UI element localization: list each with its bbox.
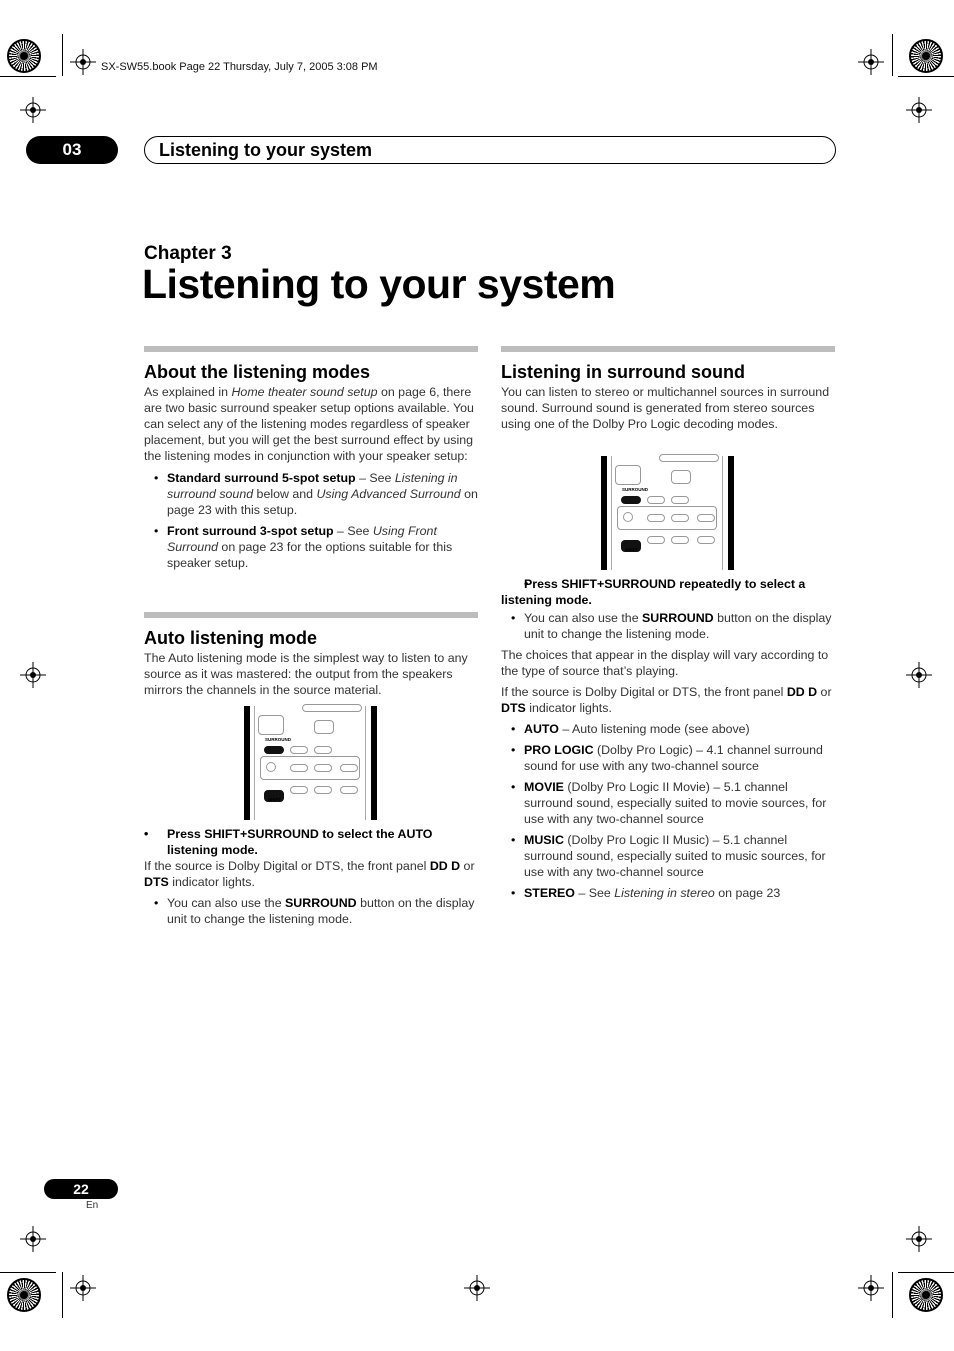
crosshair-mark	[20, 97, 46, 123]
list-item: • You can also use the SURROUND button on the display unit to change the listening mode.	[144, 895, 478, 927]
mode-movie: • MOVIE (Dolby Pro Logic II Movie) – 5.1 channel surround sound, especially suited to movie sources, for use with any two-channel source	[501, 779, 835, 827]
remote-button	[258, 715, 284, 735]
registration-mark-bottom-right	[909, 1278, 943, 1312]
mode-music: • MUSIC (Dolby Pro Logic II Music) – 5.1 channel surround sound, especially suited to music sources, for use with any two-channel source	[501, 832, 835, 880]
remote-button	[647, 536, 665, 544]
section-heading: About the listening modes	[144, 362, 371, 382]
remote-button	[314, 720, 334, 734]
crosshair-mark	[20, 662, 46, 688]
remote-edge	[601, 456, 607, 570]
section-auto-listening-mode	[144, 612, 478, 698]
remote-button	[266, 762, 276, 772]
list-item: • Standard surround 5-spot setup – See Listening in surround sound below and Using Advanced Surround on page 23 with this setup.	[144, 470, 478, 518]
remote-button	[671, 536, 689, 544]
remote-button	[647, 496, 665, 504]
shift-button-label: SHIFT	[625, 547, 638, 552]
remote-button	[290, 746, 308, 754]
remote-control-illustration	[244, 706, 378, 820]
language-code: En	[86, 1200, 99, 1211]
remote-button	[314, 786, 332, 794]
remote-button	[671, 496, 689, 504]
crop-line	[898, 76, 954, 77]
crosshair-mark	[70, 49, 96, 75]
indicator-note: If the source is Dolby Digital or DTS, the front panel DD D or DTS indicator lights.	[501, 685, 832, 715]
about-intro: As explained in Home theater sound setup on page 6, there are two basic surround speaker setup options available. You can select any of the listening modes regardless of speaker placement, but you will get the best surround effect by using the listening modes in conjunction with your speaker setup:	[144, 385, 474, 463]
surround-button	[264, 746, 284, 754]
remote-button	[671, 470, 691, 484]
crop-line	[0, 1272, 56, 1273]
remote-button	[314, 746, 332, 754]
remote-edge	[371, 706, 377, 820]
surround-body: You can listen to stereo or multichannel sources in surround sound. Surround sound is generated from stereo sources using one of the Dolby Pro Logic decoding modes.	[501, 385, 830, 431]
auto-instructions	[144, 826, 478, 927]
list-item: • Front surround 3-spot setup – See Using Front Surround on page 23 for the options suitable for this speaker setup.	[144, 523, 478, 571]
registration-mark-top-left	[7, 39, 41, 73]
registration-mark-bottom-left	[7, 1278, 41, 1312]
shift-button-label: SHIFT	[268, 797, 281, 802]
crop-line	[892, 1272, 893, 1318]
mode-auto: • AUTO – Auto listening mode (see above)	[501, 721, 835, 737]
remote-edge	[728, 456, 734, 570]
crop-line	[62, 1272, 63, 1318]
page-title: Listening to your system	[142, 261, 616, 307]
remote-button	[290, 786, 308, 794]
remote-button	[623, 512, 633, 522]
remote-button	[671, 514, 689, 522]
section-listening-in-surround	[501, 346, 835, 432]
section-rule	[144, 612, 478, 618]
surround-button	[621, 496, 641, 504]
section-about-listening-modes	[144, 346, 478, 571]
instruction-step: • Press SHIFT+SURROUND to select the AUTO listening mode.	[144, 826, 478, 858]
section-heading: Auto listening mode	[144, 628, 317, 648]
choices-note: The choices that appear in the display will vary according to the type of source that’s playing.	[501, 648, 829, 678]
crop-line	[898, 1272, 954, 1273]
section-heading: Listening in surround sound	[501, 362, 745, 382]
remote-button	[290, 764, 308, 772]
remote-button	[697, 536, 715, 544]
list-item: • You can also use the SURROUND button on the display unit to change the listening mode.	[501, 610, 835, 642]
crop-line	[0, 76, 56, 77]
remote-control-illustration	[601, 456, 735, 570]
registration-mark-top-right	[909, 39, 943, 73]
chapter-number-badge: 03	[26, 136, 118, 164]
instruction-step: • Press SHIFT+SURROUND repeatedly to select a listening mode.	[501, 576, 835, 608]
section-rule	[501, 346, 835, 352]
running-header-title: Listening to your system	[144, 136, 836, 164]
remote-button	[659, 454, 719, 462]
remote-edge	[244, 706, 250, 820]
book-file-info: SX-SW55.book Page 22 Thursday, July 7, 2005 3:08 PM	[101, 61, 378, 73]
auto-body: The Auto listening mode is the simplest way to listen to any source as it was mastered: the output from the speakers mirrors the channels in the source material.	[144, 651, 468, 697]
crosshair-mark	[906, 97, 932, 123]
remote-button	[340, 764, 358, 772]
crosshair-mark	[20, 1226, 46, 1252]
crosshair-mark	[858, 49, 884, 75]
remote-button	[615, 465, 641, 485]
remote-button	[647, 514, 665, 522]
section-rule	[144, 346, 478, 352]
page-number: 22	[44, 1179, 118, 1199]
surround-button-label: SURROUND	[622, 487, 649, 492]
crop-line	[892, 34, 893, 76]
crosshair-mark	[70, 1275, 96, 1301]
crosshair-mark	[858, 1275, 884, 1301]
remote-button	[697, 514, 715, 522]
indicator-note: If the source is Dolby Digital or DTS, the front panel DD D or DTS indicator lights.	[144, 859, 475, 889]
crop-line	[62, 34, 63, 76]
remote-button	[314, 764, 332, 772]
surround-instructions	[501, 576, 835, 901]
crosshair-mark	[464, 1275, 490, 1301]
crosshair-mark	[906, 1226, 932, 1252]
crosshair-mark	[906, 662, 932, 688]
mode-stereo: • STEREO – See Listening in stereo on page 23	[501, 885, 835, 901]
chapter-label: Chapter 3	[144, 243, 232, 264]
mode-pro-logic: • PRO LOGIC (Dolby Pro Logic) – 4.1 channel surround sound for use with any two-channel source	[501, 742, 835, 774]
remote-button	[340, 786, 358, 794]
surround-button-label: SURROUND	[265, 737, 292, 742]
remote-button	[302, 704, 362, 712]
